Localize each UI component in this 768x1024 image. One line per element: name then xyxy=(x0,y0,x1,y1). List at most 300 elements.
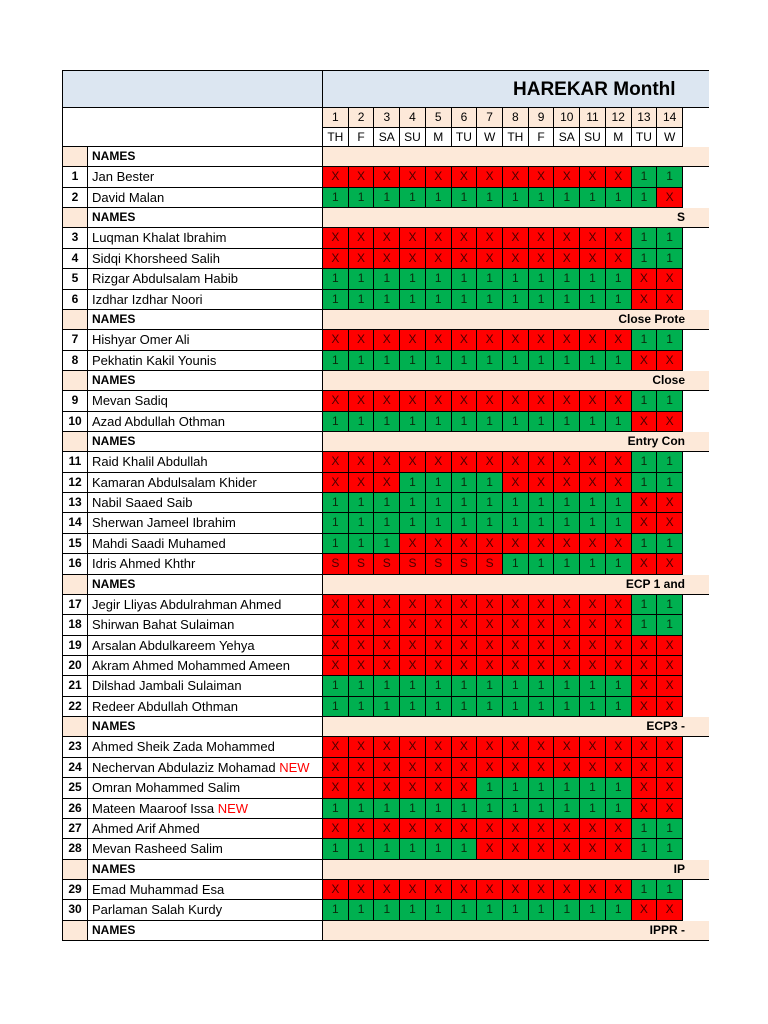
section-row xyxy=(62,208,709,228)
attendance-cell: X xyxy=(554,228,580,248)
date-header xyxy=(62,108,709,147)
attendance-cell: 1 xyxy=(503,412,529,432)
employee-name: Sidqi Khorsheed Salih xyxy=(92,250,220,266)
section-label: NAMES xyxy=(88,310,323,330)
attendance-cell: 1 xyxy=(580,799,606,819)
day-number-header: 13 xyxy=(632,108,658,128)
employee-name: Mahdi Saadi Muhamed xyxy=(92,535,226,551)
attendance-cell: X xyxy=(580,167,606,187)
attendance-cell: 1 xyxy=(323,513,349,533)
attendance-cell: 1 xyxy=(323,269,349,289)
attendance-cell: 1 xyxy=(452,676,478,696)
day-number-header: 6 xyxy=(452,108,478,128)
attendance-cell: 1 xyxy=(606,351,632,371)
attendance-cell: X xyxy=(374,167,400,187)
attendance-cell: 1 xyxy=(400,676,426,696)
attendance-cell: 1 xyxy=(554,697,580,717)
attendance-cell: 1 xyxy=(477,676,503,696)
row-number: 10 xyxy=(62,412,88,432)
attendance-cell: 1 xyxy=(503,697,529,717)
table-row xyxy=(62,351,709,371)
attendance-cell: X xyxy=(477,615,503,635)
day-number-header: 11 xyxy=(580,108,606,128)
attendance-cell: X xyxy=(503,167,529,187)
attendance-cell: X xyxy=(503,880,529,900)
employee-name-cell xyxy=(88,778,323,798)
attendance-cell: X xyxy=(606,615,632,635)
row-filler xyxy=(683,513,709,533)
employee-name: Sherwan Jameel Ibrahim xyxy=(92,515,236,531)
section-row xyxy=(62,717,709,737)
attendance-cell: 1 xyxy=(400,900,426,920)
attendance-cell: 1 xyxy=(400,412,426,432)
weekday-header: SU xyxy=(580,128,606,147)
attendance-cell: 1 xyxy=(580,900,606,920)
employee-name-cell xyxy=(88,636,323,656)
table-row xyxy=(62,554,709,574)
row-filler xyxy=(683,737,709,757)
attendance-cell: 1 xyxy=(632,452,658,472)
row-filler xyxy=(683,493,709,513)
attendance-cell: X xyxy=(349,330,375,350)
section-row xyxy=(62,432,709,452)
attendance-cell: 1 xyxy=(632,330,658,350)
attendance-cell: X xyxy=(632,269,658,289)
attendance-cell: X xyxy=(606,534,632,554)
attendance-cell: X xyxy=(349,595,375,615)
weekday-header: F xyxy=(529,128,555,147)
attendance-cell: X xyxy=(503,839,529,859)
day-number-header: 7 xyxy=(477,108,503,128)
attendance-cell: X xyxy=(657,351,683,371)
attendance-cell: X xyxy=(554,595,580,615)
attendance-cell: X xyxy=(580,228,606,248)
employee-name-cell xyxy=(88,799,323,819)
attendance-cell: X xyxy=(349,880,375,900)
day-number-header: 1 xyxy=(323,108,349,128)
attendance-cell: 1 xyxy=(632,534,658,554)
row-filler xyxy=(683,758,709,778)
attendance-cell: X xyxy=(657,554,683,574)
row-filler xyxy=(683,880,709,900)
section-row xyxy=(62,860,709,880)
attendance-cell: 1 xyxy=(374,269,400,289)
table-row xyxy=(62,636,709,656)
attendance-cell: X xyxy=(426,595,452,615)
attendance-cell: X xyxy=(632,636,658,656)
attendance-cell: X xyxy=(426,778,452,798)
table-row xyxy=(62,269,709,289)
attendance-cell: X xyxy=(529,839,555,859)
attendance-cell: 1 xyxy=(657,330,683,350)
attendance-cell: S xyxy=(400,554,426,574)
section-number-cell xyxy=(62,575,88,595)
employee-name-cell xyxy=(88,351,323,371)
row-number: 5 xyxy=(62,269,88,289)
attendance-cell: 1 xyxy=(632,595,658,615)
attendance-cell: X xyxy=(374,452,400,472)
row-filler xyxy=(683,615,709,635)
attendance-cell: X xyxy=(554,737,580,757)
attendance-cell: X xyxy=(477,636,503,656)
attendance-cell: 1 xyxy=(323,534,349,554)
attendance-cell: 1 xyxy=(400,839,426,859)
employee-name: Jegir Lliyas Abdulrahman Ahmed xyxy=(92,596,282,612)
table-row xyxy=(62,615,709,635)
row-filler xyxy=(683,412,709,432)
attendance-cell: X xyxy=(503,330,529,350)
row-number: 13 xyxy=(62,493,88,513)
attendance-cell: X xyxy=(426,330,452,350)
attendance-cell: 1 xyxy=(580,513,606,533)
attendance-cell: 1 xyxy=(503,351,529,371)
row-filler xyxy=(683,819,709,839)
attendance-cell: X xyxy=(374,778,400,798)
employee-name: Izdhar Izdhar Noori xyxy=(92,291,203,307)
attendance-cell: X xyxy=(503,249,529,269)
table-row xyxy=(62,656,709,676)
table-row xyxy=(62,697,709,717)
sheet-title: HAREKAR Monthl xyxy=(323,70,709,108)
attendance-cell: X xyxy=(554,839,580,859)
title-corner-cell xyxy=(62,70,323,108)
row-number: 15 xyxy=(62,534,88,554)
employee-name: Azad Abdullah Othman xyxy=(92,413,225,429)
section-heading: Entry Con xyxy=(323,432,709,452)
attendance-cell: X xyxy=(606,167,632,187)
attendance-cell: 1 xyxy=(632,228,658,248)
attendance-cell: 1 xyxy=(657,880,683,900)
attendance-cell: X xyxy=(477,249,503,269)
employee-name-cell xyxy=(88,615,323,635)
attendance-cell: X xyxy=(580,819,606,839)
attendance-cell: X xyxy=(477,819,503,839)
attendance-cell: X xyxy=(580,615,606,635)
row-filler xyxy=(683,351,709,371)
attendance-cell: X xyxy=(554,656,580,676)
row-number: 11 xyxy=(62,452,88,472)
table-row xyxy=(62,900,709,920)
table-row xyxy=(62,493,709,513)
section-label: NAMES xyxy=(88,147,323,167)
attendance-cell: X xyxy=(477,534,503,554)
attendance-cell: 1 xyxy=(657,595,683,615)
row-number: 22 xyxy=(62,697,88,717)
attendance-cell: X xyxy=(323,473,349,493)
attendance-cell: X xyxy=(580,737,606,757)
employee-name: Nechervan Abdulaziz Mohamad xyxy=(92,759,276,775)
attendance-cell: 1 xyxy=(477,351,503,371)
section-label: NAMES xyxy=(88,717,323,737)
attendance-cell: 1 xyxy=(452,839,478,859)
attendance-cell: X xyxy=(426,167,452,187)
table-row xyxy=(62,880,709,900)
attendance-cell: X xyxy=(657,676,683,696)
attendance-cell: X xyxy=(323,228,349,248)
attendance-cell: X xyxy=(529,249,555,269)
section-heading: S xyxy=(323,208,709,228)
day-number-header: 10 xyxy=(554,108,580,128)
section-label: NAMES xyxy=(88,860,323,880)
attendance-cell: 1 xyxy=(554,778,580,798)
employee-name-cell xyxy=(88,534,323,554)
attendance-cell: 1 xyxy=(529,554,555,574)
attendance-cell: 1 xyxy=(477,778,503,798)
attendance-cell: 1 xyxy=(554,676,580,696)
employee-name: Idris Ahmed Khthr xyxy=(92,556,196,572)
attendance-cell: 1 xyxy=(503,493,529,513)
new-tag: NEW xyxy=(217,800,249,816)
employee-name-cell xyxy=(88,452,323,472)
attendance-cell: X xyxy=(657,778,683,798)
attendance-cell: X xyxy=(374,656,400,676)
attendance-cell: 1 xyxy=(529,778,555,798)
row-number: 30 xyxy=(62,900,88,920)
employee-name-cell xyxy=(88,290,323,310)
attendance-cell: X xyxy=(452,167,478,187)
attendance-cell: 1 xyxy=(529,900,555,920)
attendance-cell: X xyxy=(529,656,555,676)
employee-name: David Malan xyxy=(92,189,165,205)
attendance-cell: S xyxy=(477,554,503,574)
attendance-cell: X xyxy=(349,452,375,472)
attendance-cell: X xyxy=(426,452,452,472)
row-number: 27 xyxy=(62,819,88,839)
attendance-cell: 1 xyxy=(632,391,658,411)
attendance-cell: 1 xyxy=(503,188,529,208)
attendance-cell: 1 xyxy=(632,880,658,900)
attendance-cell: X xyxy=(349,636,375,656)
attendance-cell: X xyxy=(349,778,375,798)
attendance-cell: 1 xyxy=(374,839,400,859)
attendance-cell: 1 xyxy=(580,554,606,574)
attendance-cell: X xyxy=(400,228,426,248)
attendance-cell: X xyxy=(323,615,349,635)
attendance-cell: X xyxy=(452,758,478,778)
section-row xyxy=(62,575,709,595)
section-number-cell xyxy=(62,717,88,737)
attendance-cell: 1 xyxy=(323,839,349,859)
attendance-cell: 1 xyxy=(323,188,349,208)
row-number: 25 xyxy=(62,778,88,798)
attendance-cell: X xyxy=(452,636,478,656)
row-number: 9 xyxy=(62,391,88,411)
attendance-cell: X xyxy=(554,819,580,839)
attendance-cell: 1 xyxy=(452,290,478,310)
attendance-cell: 1 xyxy=(400,493,426,513)
attendance-cell: 1 xyxy=(580,351,606,371)
employee-name-cell xyxy=(88,880,323,900)
attendance-cell: 1 xyxy=(349,697,375,717)
attendance-cell: 1 xyxy=(606,697,632,717)
row-filler xyxy=(683,799,709,819)
attendance-cell: X xyxy=(323,595,349,615)
attendance-cell: 1 xyxy=(606,513,632,533)
attendance-cell: X xyxy=(632,554,658,574)
attendance-cell: X xyxy=(529,758,555,778)
attendance-cell: 1 xyxy=(657,167,683,187)
attendance-cell: 1 xyxy=(554,269,580,289)
attendance-cell: X xyxy=(580,839,606,859)
attendance-cell: X xyxy=(400,167,426,187)
attendance-cell: 1 xyxy=(580,188,606,208)
attendance-cell: X xyxy=(400,778,426,798)
attendance-cell: X xyxy=(606,737,632,757)
attendance-cell: 1 xyxy=(323,412,349,432)
attendance-cell: 1 xyxy=(554,188,580,208)
attendance-cell: X xyxy=(554,452,580,472)
section-heading: IPPR - xyxy=(323,921,709,941)
employee-name: Redeer Abdullah Othman xyxy=(92,698,238,714)
employee-name: Ahmed Sheik Zada Mohammed xyxy=(92,739,275,755)
attendance-cell: X xyxy=(400,249,426,269)
attendance-cell: 1 xyxy=(529,513,555,533)
attendance-cell: X xyxy=(400,880,426,900)
row-number: 14 xyxy=(62,513,88,533)
attendance-cell: 1 xyxy=(349,290,375,310)
attendance-cell: X xyxy=(580,595,606,615)
table-row xyxy=(62,473,709,493)
attendance-cell: X xyxy=(632,656,658,676)
attendance-cell: X xyxy=(580,656,606,676)
attendance-cell: 1 xyxy=(374,697,400,717)
attendance-cell: X xyxy=(374,473,400,493)
attendance-cell: 1 xyxy=(349,839,375,859)
attendance-cell: X xyxy=(477,167,503,187)
attendance-cell: X xyxy=(606,391,632,411)
weekday-header: F xyxy=(349,128,375,147)
attendance-cell: X xyxy=(349,167,375,187)
attendance-cell: X xyxy=(503,758,529,778)
weekday-header: SA xyxy=(554,128,580,147)
attendance-cell: X xyxy=(452,330,478,350)
attendance-cell: 1 xyxy=(580,778,606,798)
attendance-cell: 1 xyxy=(426,290,452,310)
attendance-cell: X xyxy=(426,758,452,778)
weekday-header: M xyxy=(426,128,452,147)
weekday-header: M xyxy=(606,128,632,147)
section-number-cell xyxy=(62,371,88,391)
attendance-cell: X xyxy=(503,534,529,554)
table-row xyxy=(62,819,709,839)
row-filler xyxy=(683,554,709,574)
row-number: 26 xyxy=(62,799,88,819)
attendance-cell: 1 xyxy=(554,799,580,819)
day-number-header: 2 xyxy=(349,108,375,128)
attendance-cell: X xyxy=(477,452,503,472)
attendance-cell: X xyxy=(426,737,452,757)
attendance-cell: 1 xyxy=(349,188,375,208)
row-number: 12 xyxy=(62,473,88,493)
attendance-cell: X xyxy=(657,188,683,208)
employee-name-cell xyxy=(88,473,323,493)
attendance-cell: 1 xyxy=(323,351,349,371)
row-filler xyxy=(683,697,709,717)
table-row xyxy=(62,676,709,696)
employee-name-cell xyxy=(88,412,323,432)
attendance-cell: X xyxy=(529,737,555,757)
row-number: 19 xyxy=(62,636,88,656)
attendance-cell: X xyxy=(374,819,400,839)
attendance-cell: 1 xyxy=(452,269,478,289)
attendance-cell: 1 xyxy=(477,513,503,533)
row-number: 18 xyxy=(62,615,88,635)
attendance-cell: X xyxy=(580,534,606,554)
attendance-cell: 1 xyxy=(554,554,580,574)
attendance-cell: 1 xyxy=(323,676,349,696)
row-number: 20 xyxy=(62,656,88,676)
attendance-cell: 1 xyxy=(529,697,555,717)
attendance-cell: 1 xyxy=(606,799,632,819)
employee-name: Emad Muhammad Esa xyxy=(92,881,225,897)
row-number: 21 xyxy=(62,676,88,696)
attendance-cell: 1 xyxy=(426,412,452,432)
attendance-cell: X xyxy=(632,351,658,371)
attendance-cell: X xyxy=(606,473,632,493)
attendance-cell: X xyxy=(529,167,555,187)
attendance-cell: X xyxy=(400,819,426,839)
attendance-cell: X xyxy=(400,636,426,656)
attendance-cell: X xyxy=(323,391,349,411)
attendance-cell: X xyxy=(349,473,375,493)
attendance-cell: X xyxy=(529,391,555,411)
attendance-cell: 1 xyxy=(400,188,426,208)
employee-name-cell xyxy=(88,228,323,248)
attendance-cell: X xyxy=(503,228,529,248)
attendance-cell: 1 xyxy=(349,534,375,554)
attendance-cell: X xyxy=(349,249,375,269)
table-row xyxy=(62,330,709,350)
day-number-header: 5 xyxy=(426,108,452,128)
employee-name: Pekhatin Kakil Younis xyxy=(92,352,217,368)
attendance-cell: X xyxy=(580,880,606,900)
attendance-cell: 1 xyxy=(503,676,529,696)
attendance-cell: X xyxy=(400,534,426,554)
row-number: 16 xyxy=(62,554,88,574)
weekday-header: TH xyxy=(323,128,349,147)
attendance-cell: X xyxy=(632,737,658,757)
employee-name: Luqman Khalat Ibrahim xyxy=(92,230,227,246)
attendance-cell: 1 xyxy=(632,839,658,859)
attendance-cell: S xyxy=(349,554,375,574)
weekday-header: W xyxy=(657,128,683,147)
row-filler xyxy=(683,330,709,350)
row-filler xyxy=(683,391,709,411)
attendance-cell: X xyxy=(632,290,658,310)
attendance-cell: 1 xyxy=(477,900,503,920)
attendance-cell: 1 xyxy=(657,249,683,269)
attendance-cell: X xyxy=(632,758,658,778)
attendance-cell: 1 xyxy=(580,493,606,513)
weekday-header: TU xyxy=(632,128,658,147)
attendance-cell: 1 xyxy=(554,513,580,533)
employee-name-cell xyxy=(88,900,323,920)
attendance-cell: X xyxy=(529,452,555,472)
section-number-cell xyxy=(62,860,88,880)
attendance-cell: X xyxy=(374,595,400,615)
employee-name: Jan Bester xyxy=(92,169,155,185)
attendance-cell: 1 xyxy=(400,269,426,289)
attendance-cell: X xyxy=(606,452,632,472)
attendance-cell: X xyxy=(323,880,349,900)
attendance-cell: 1 xyxy=(452,473,478,493)
employee-name-cell xyxy=(88,554,323,574)
row-number: 7 xyxy=(62,330,88,350)
employee-name-cell xyxy=(88,595,323,615)
attendance-cell: 1 xyxy=(606,412,632,432)
attendance-cell: X xyxy=(374,636,400,656)
attendance-cell: X xyxy=(400,391,426,411)
